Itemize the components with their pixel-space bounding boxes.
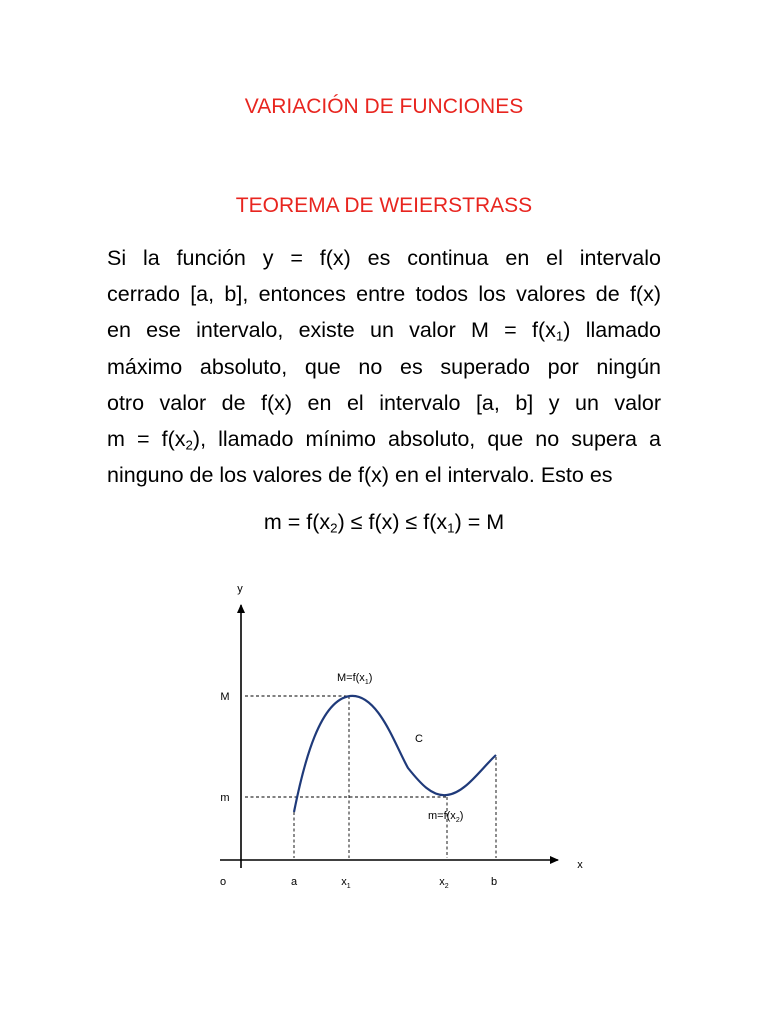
- paragraph-line: cerrado [a, b], entonces entre todos los valores de f(x): [107, 282, 661, 307]
- paragraph-line: ninguno de los valores de f(x) en el intervalo. Esto es: [107, 463, 613, 488]
- min-point-label: $m=f(x_2)$: [428, 810, 464, 824]
- paragraph-line: Si la función y = f(x) es continua en el intervalo: [107, 246, 661, 270]
- tick-label-b: b: [490, 876, 498, 888]
- min-value-label: m: [220, 792, 230, 804]
- paragraph-line: $m = f(x_2)$, llamado mínimo absoluto, que no supera a: [107, 427, 662, 453]
- paragraph-line: en ese intervalo, existe un valor $M = f(x_1)$ llamado: [107, 318, 661, 344]
- max-point-label: $M=f(x_1)$: [337, 672, 373, 686]
- inequality-formula: $m = f(x_2) \le f(x) \le f(x_1) = M$: [263, 510, 505, 536]
- function-curve: [294, 696, 496, 812]
- paragraph-line: máximo absoluto, que no es superado por ningún: [107, 354, 661, 379]
- x-axis-label: x: [577, 859, 583, 871]
- curve-label: C: [415, 733, 423, 745]
- max-value-label: M: [220, 691, 230, 703]
- tick-label-x1: $x_1$: [341, 876, 351, 890]
- origin-label: o: [219, 876, 227, 888]
- section-title: TEOREMA DE WEIERSTRASS: [235, 194, 533, 217]
- y-axis-label: y: [237, 583, 243, 595]
- tick-label-a: a: [290, 876, 298, 888]
- paragraph-line: otro valor de f(x) en el intervalo [a, b] y un valor: [107, 390, 661, 415]
- tick-label-x2: $x_2$: [439, 876, 449, 890]
- page-title: VARIACIÓN DE FUNCIONES: [244, 95, 524, 118]
